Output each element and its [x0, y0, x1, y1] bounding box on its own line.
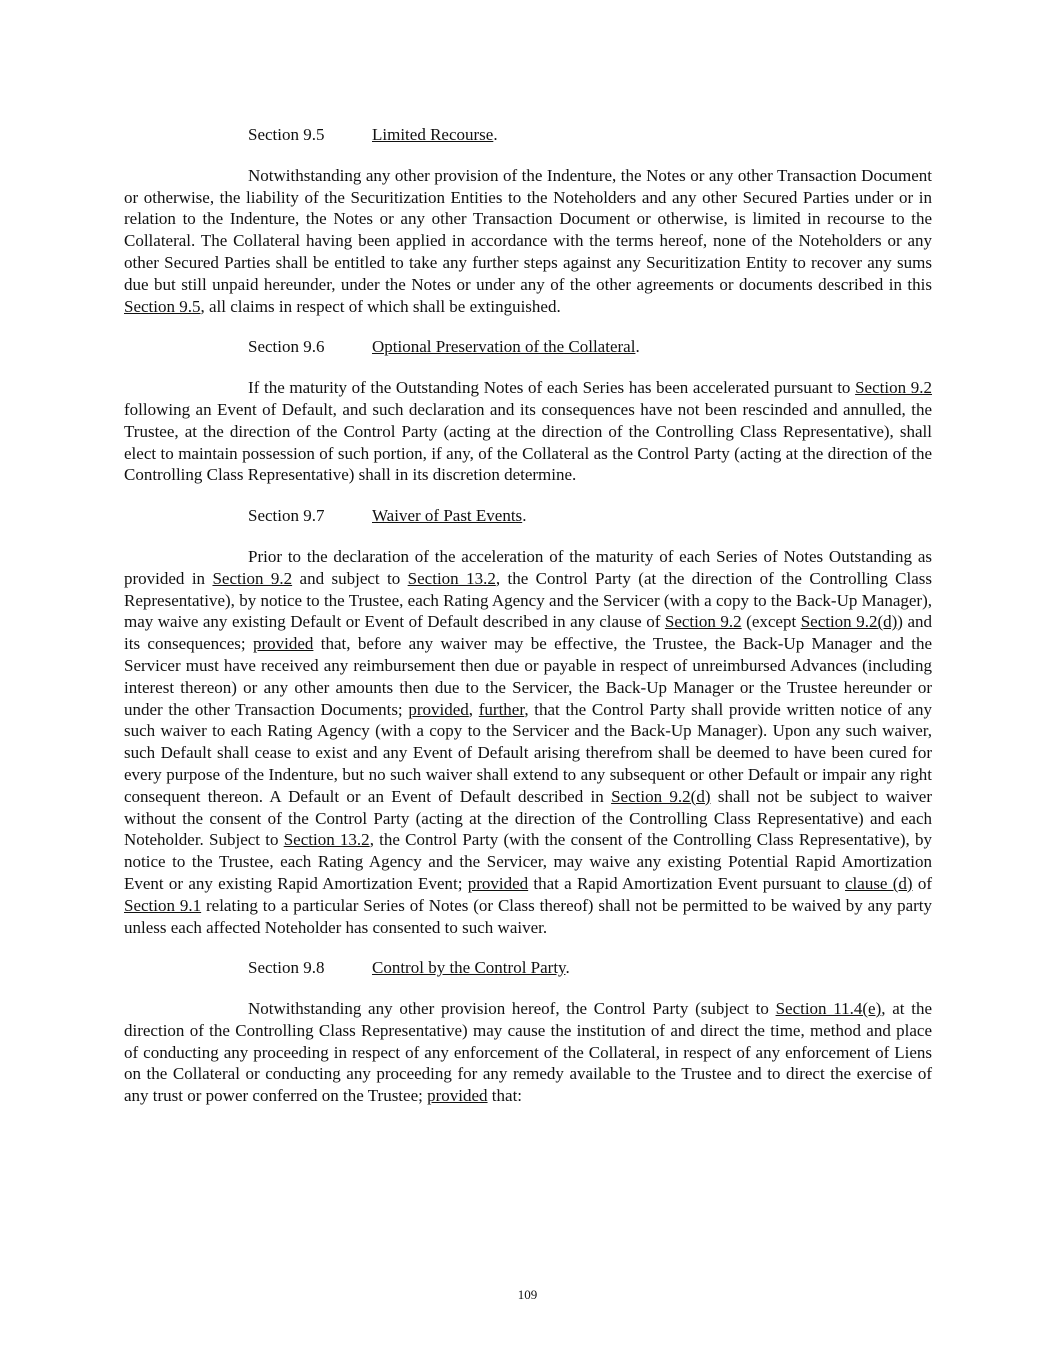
cross-reference: further — [478, 699, 525, 719]
section-title: Control by the Control Party — [372, 958, 566, 978]
paragraph-text: relating to a particular Series of Notes (or Class thereof) shall not be permitted to be waived by any party unless each affected Noteholder has consented to such waiver. — [124, 895, 933, 937]
paragraph-text: shall not be subject to waiver without the consent of the Control Party (acting at the direction of the Controlling Class Representative) and each Noteholder. Subject to — [124, 786, 932, 850]
paragraph-text: Notwithstanding any other provision of the Indenture, the Notes or any other Transaction Document or otherwise, the liability of the Securitization Entities to the Noteholders and any other Secured Parties under or in relation to the Indenture, the Notes or any other Transaction Document or otherwise, is limited in recourse to the Collateral. The Collateral having been applied in accordance with the terms hereof, none of the Noteholders or any other Secured Parties shall be entitled to take any further steps against any Securitization Entity to recover any sums due but still unpaid hereunder, under the Notes or under any of the other agreements or documents described in this — [124, 165, 932, 294]
section-number: Section 9.8 — [248, 958, 325, 978]
section-9-5-heading: Section 9.5 Limited Recourse. — [248, 125, 498, 144]
paragraph-text: that: — [487, 1086, 523, 1106]
cross-reference: Section 13.2 — [283, 830, 370, 850]
paragraph-text: , the Control Party (at the direction of the Controlling Class Representative), by notice to the Trustee, each Rating Agency and the Servicer (with a copy to the Back-Up Manager), may waive any existing Default or Event of Default described in any clause of — [124, 568, 933, 632]
page-content — [124, 124, 932, 1126]
cross-reference: provided — [408, 699, 469, 719]
section-9-7-paragraph — [124, 546, 932, 938]
cross-reference: provided — [467, 873, 529, 893]
paragraph-text: , the Control Party (with the consent of the Controlling Class Representative), by notice to the Trustee, each Rating Agency and the Servicer, may waive any existing Potential Rapid Amortization Event or any existing Rapid Amortization Event; — [124, 830, 932, 893]
section-number: Section 9.6 — [248, 337, 325, 357]
section-9-7-heading: Section 9.7 Waiver of Past Events. — [248, 506, 527, 526]
cross-reference: Section 11.4(e) — [775, 999, 882, 1019]
section-title: Waiver of Past Events — [372, 506, 523, 526]
paragraph-text: , at the direction of the Controlling Class Representative) may cause the institution of and direct the time, method and place of conducting any proceeding in respect of any enforcement of the Collateral, in respect of any enforcement of Liens on the Collateral or conducting any proceeding for any remedy available to the Trustee and to direct the exercise of any trust or power conferred on the Trustee; — [124, 999, 932, 1106]
cross-reference: Section 9.2 — [212, 568, 293, 588]
page-number: 109 — [517, 1287, 538, 1302]
paragraph-text: If the maturity of the Outstanding Notes of each Series has been accelerated pursuant to — [248, 378, 856, 398]
section-title: Limited Recourse — [372, 125, 494, 144]
cross-reference: clause (d) — [845, 873, 913, 893]
cross-reference: Section 9.2(d) — [611, 786, 711, 806]
cross-reference: Section 9.2 — [664, 612, 742, 632]
cross-reference: provided — [252, 634, 314, 654]
section-9-8-paragraph — [124, 998, 932, 1107]
section-9-5-paragraph — [124, 165, 932, 318]
paragraph-text: and subject to — [292, 568, 408, 588]
section-9-6-heading: Section 9.6 Optional Preservation of the Collateral. — [248, 337, 640, 357]
section-9-8-heading: Section 9.8 Control by the Control Party. — [248, 958, 570, 978]
paragraph-text: (except — [741, 612, 801, 632]
section-number: Section 9.5 — [248, 125, 325, 144]
paragraph-text: that, before any waiver may be effective, the Trustee, the Back-Up Manager and the Servicer must have received any reimbursement then due or payable in respect of unreimbursed Advances (including interest thereon) or any other amounts then due to the Servicer, the Back-Up Manager or the Trustee hereunder or under the other Transaction Documents; — [124, 634, 932, 719]
paragraph-text: , — [468, 699, 479, 719]
paragraph-text: following an Event of Default, and such declaration and its consequences have not been rescinded and annulled, the Trustee, at the direction of the Control Party (acting at the direction of the Controlling Class Representative), shall elect to maintain possession of such portion, if any, of the Collateral as the Control Party (acting at the direction of the Controlling Class Representative) shall in its discretion determine. — [124, 399, 932, 485]
cross-reference: Section 9.5 — [124, 296, 201, 316]
section-title: Optional Preservation of the Collateral — [372, 337, 636, 357]
cross-reference: provided — [427, 1086, 488, 1106]
paragraph-text: , all claims in respect of which shall be extinguished. — [200, 296, 561, 316]
paragraph-text: ) and its consequences; — [124, 612, 932, 654]
paragraph-text: Notwithstanding any other provision hereof, the Control Party (subject to — [248, 999, 776, 1019]
paragraph-text: , that the Control Party shall provide written notice of any such waiver to each Rating Agency (with a copy to the Servicer and the Back-Up Manager). Upon any such waiver, such Default shall cease to exist and any Event of Default arising therefrom shall be deemed to have been cured for every purpose of the Indenture, but no such waiver shall extend to any subsequent or other Default or impair any right consequent thereon. A Default or an Event of Default described in — [124, 699, 933, 806]
cross-reference: Section 9.2 — [855, 378, 932, 398]
cross-reference: Section 13.2 — [407, 568, 496, 588]
paragraph-text: Prior to the declaration of the acceleration of the maturity of each Series of Notes Outstanding as provided in — [124, 546, 932, 588]
cross-reference: Section 9.2(d) — [800, 612, 898, 632]
section-number: Section 9.7 — [248, 506, 325, 526]
cross-reference: Section 9.1 — [124, 895, 202, 915]
section-9-6-paragraph — [124, 377, 932, 486]
paragraph-text: of — [912, 873, 932, 893]
paragraph-text: that a Rapid Amortization Event pursuant to — [528, 873, 845, 893]
